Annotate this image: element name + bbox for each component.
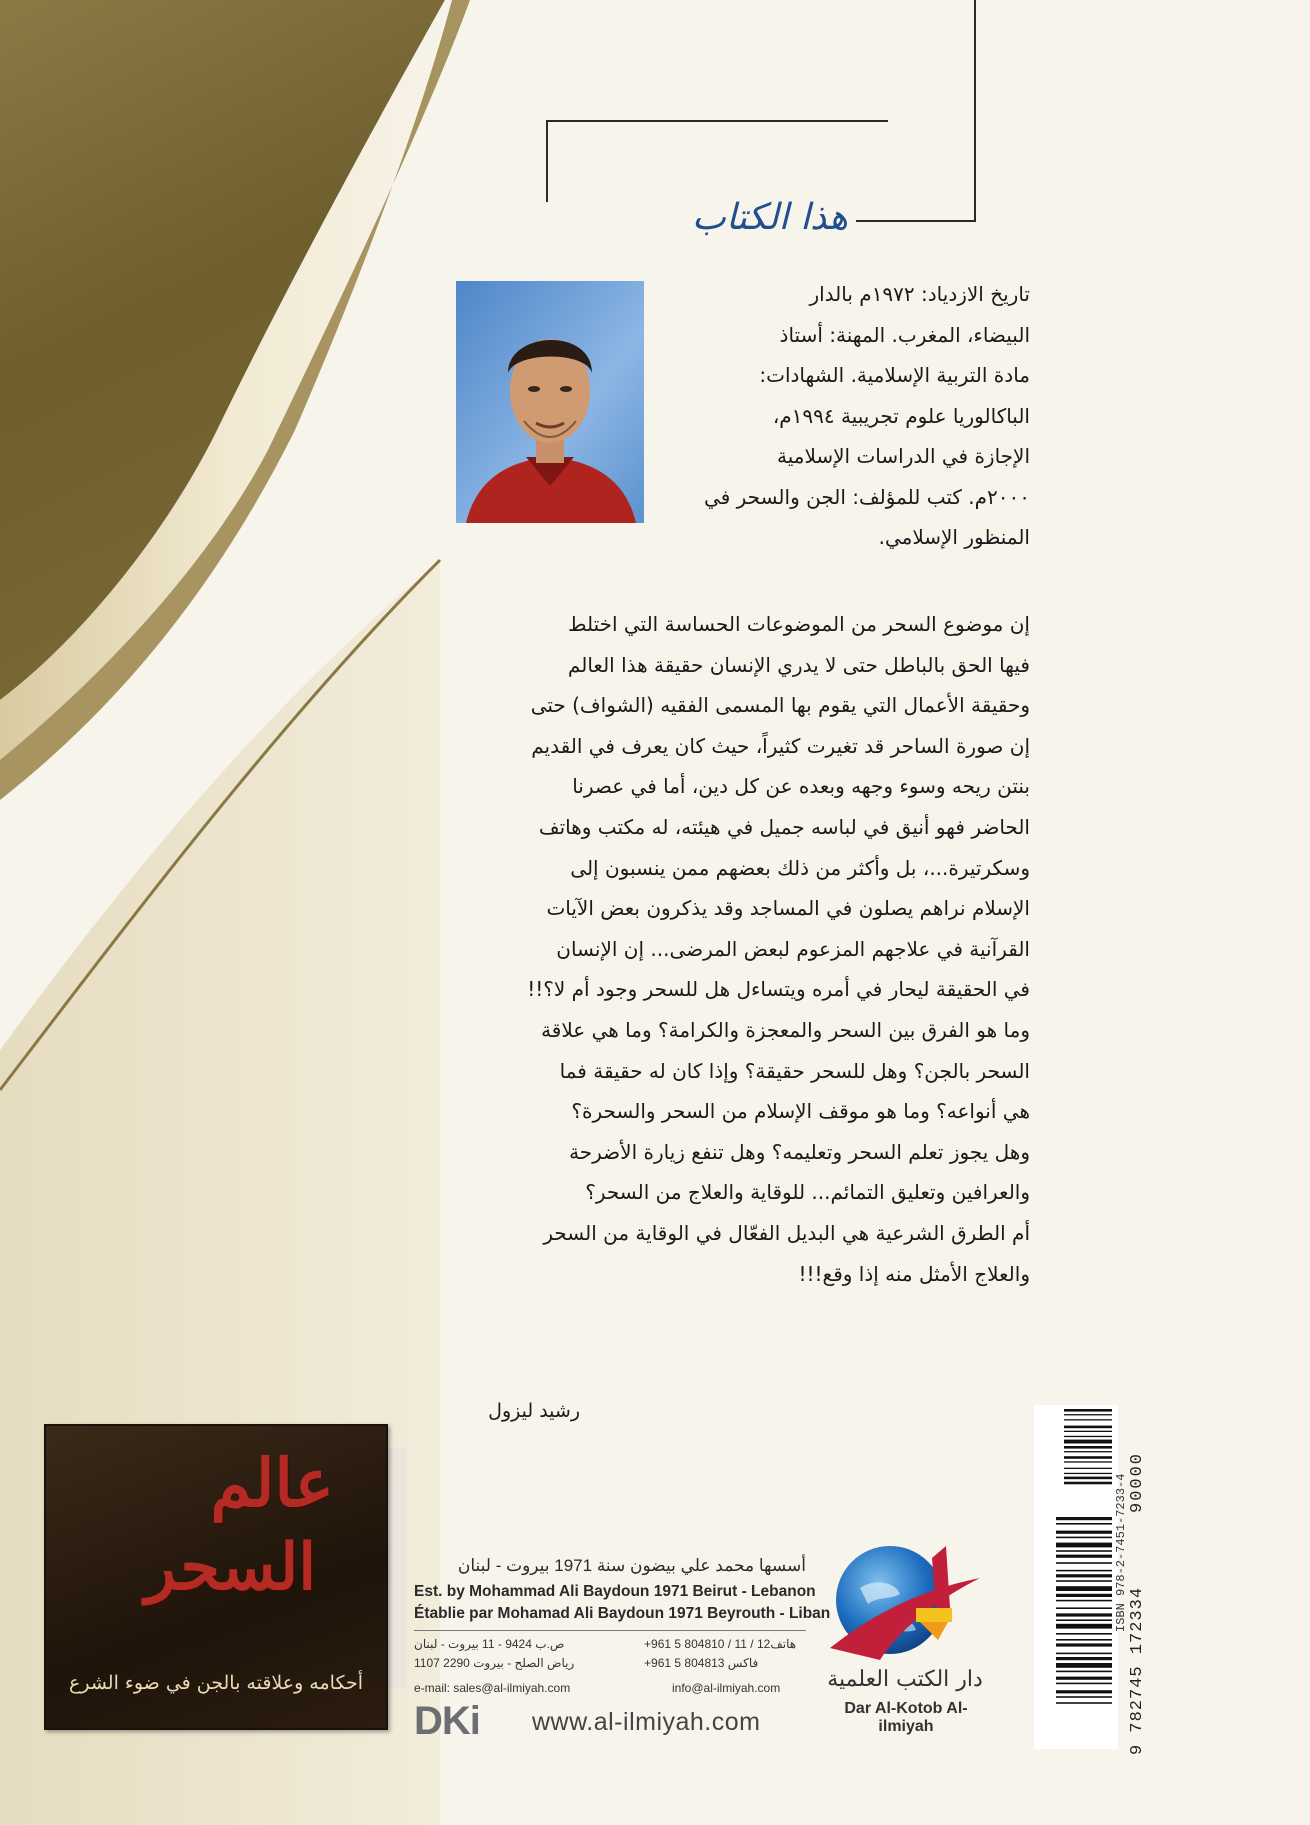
section-title: هذا الكتاب xyxy=(692,197,848,238)
isbn-barcode xyxy=(1034,1405,1118,1749)
description-line: إن صورة الساحر قد تغيرت كثيراً، حيث كان يعرف في القديم xyxy=(531,733,1030,758)
bio-line: مادة التربية الإسلامية. الشهادات: xyxy=(759,363,1030,387)
thumb-subtitle: أحكامه وعلاقته بالجن في ضوء الشرع xyxy=(69,1672,363,1694)
description-line: إن موضوع السحر من الموضوعات الحساسة التي اختلط xyxy=(567,612,1030,636)
frame-right-line xyxy=(974,0,976,222)
description-line: بنتن ريحه وسوء وجهه وبعده عن كل دين، أما في عصرنا xyxy=(572,774,1030,799)
barcode-addon-digits: 90000 xyxy=(1128,1451,1147,1513)
dki-logo-text: DKi xyxy=(414,1699,480,1743)
bio-line: تاريخ الازدياد: ١٩٧٢م بالدار xyxy=(809,282,1030,306)
description-line: القرآنية في علاجهم المزعوم لبعض المرضى... إن الإنسان xyxy=(556,936,1030,961)
author-signature: رشيد ليزول xyxy=(488,1400,580,1422)
publisher-french-line: Établie par Mohamad Ali Baydoun 1971 Beyrouth - Liban xyxy=(414,1605,831,1622)
barcode-digits: 9 782745 172334 xyxy=(1128,1586,1147,1755)
publisher-email-sales: e-mail: sales@al-ilmiyah.com xyxy=(414,1681,571,1695)
bio-line: ٢٠٠٠م. كتب للمؤلف: الجن والسحر في xyxy=(704,484,1030,509)
description-line: الإسلام نراهم يصلون في المساجد وقد يذكرون بعض الآيات xyxy=(546,896,1030,921)
description-line: والعرافين وتعليق التمائم... للوقاية والعلاج من السحر؟ xyxy=(585,1180,1030,1205)
publisher-name-english: Dar Al-Kotob Al-ilmiyah xyxy=(844,1700,968,1735)
publisher-phone: هاتف12 / 11 / 804810 5 961+ xyxy=(644,1637,797,1651)
description-line: وهل يجوز تعلم السحر وتعليمه؟ وهل تنفع زيارة الأضرحة xyxy=(569,1139,1030,1164)
bio-line: المنظور الإسلامي. xyxy=(878,525,1030,549)
author-photo xyxy=(456,281,644,523)
front-cover-thumbnail xyxy=(44,1424,388,1730)
book-description xyxy=(445,604,1030,1294)
publisher-riad: رياض الصلح - بيروت 2290 1107 xyxy=(414,1656,575,1670)
description-line: هي أنواعه؟ وما هو موقف الإسلام من السحر والسحرة؟ xyxy=(571,1099,1030,1124)
description-line: فيها الحق بالباطل حتى لا يدري الإنسان حقيقة هذا العالم xyxy=(567,652,1030,677)
publisher-fax: فاكس 804813 5 961+ xyxy=(644,1656,759,1670)
publisher-divider xyxy=(414,1630,806,1631)
description-line: أم الطرق الشرعية هي البديل الفعّال في الوقاية من السحر xyxy=(543,1220,1030,1245)
publisher-email-info: info@al-ilmiyah.com xyxy=(672,1681,781,1695)
bio-line: الإجازة في الدراسات الإسلامية xyxy=(776,444,1030,468)
publisher-name-arabic: دار الكتب العلمية xyxy=(827,1667,983,1692)
description-line: والعلاج الأمثل منه إذا وقع!!! xyxy=(798,1261,1030,1286)
publisher-website: www.al-ilmiyah.com xyxy=(532,1708,761,1736)
bio-line: البيضاء، المغرب. المهنة: أستاذ xyxy=(779,322,1030,347)
olive-curve-area xyxy=(0,0,445,700)
thumb-title-line1: عالم xyxy=(210,1444,334,1522)
bio-line: الباكالوريا علوم تجريبية ١٩٩٤م، xyxy=(772,403,1030,428)
publisher-arabic-line: أسسها محمد علي بيضون سنة 1971 بيروت - لبنان xyxy=(457,1556,806,1575)
publisher-globe-icon xyxy=(820,1538,990,1664)
description-line: الحاضر فهو أنيق في لباسه جميل في هيئته، له مكتب وهاتف xyxy=(538,814,1030,839)
author-bio xyxy=(665,274,1030,558)
description-line: السحر بالجن؟ وهل للسحر حقيقة؟ وإذا كان له حقيقة فما xyxy=(559,1058,1030,1083)
description-line: وسكرتيرة...، بل وأكثر من ذلك بعضهم ممن ينسبون إلى xyxy=(570,855,1030,880)
frame-top-line xyxy=(546,120,888,122)
frame-left-line xyxy=(546,120,548,202)
description-line: وحقيقة الأعمال التي يقوم بها المسمى الفقيه (الشواف) حتى xyxy=(530,693,1030,718)
thumb-title-line2: السحر xyxy=(145,1530,316,1605)
isbn-text: ISBN 978-2-7451-7233-4 xyxy=(1114,1473,1128,1632)
description-line: وما هو الفرق بين السحر والمعجزة والكرامة؟ وما هي علاقة xyxy=(541,1017,1030,1042)
publisher-po-box: ص.ب 9424 - 11 بيروت - لبنان xyxy=(414,1637,565,1651)
description-line: في الحقيقة ليحار في أمره ويتساءل هل للسحر وجود أم لا؟!! xyxy=(527,977,1030,1002)
publisher-english-line: Est. by Mohammad Ali Baydoun 1971 Beirut - Lebanon xyxy=(414,1583,816,1600)
